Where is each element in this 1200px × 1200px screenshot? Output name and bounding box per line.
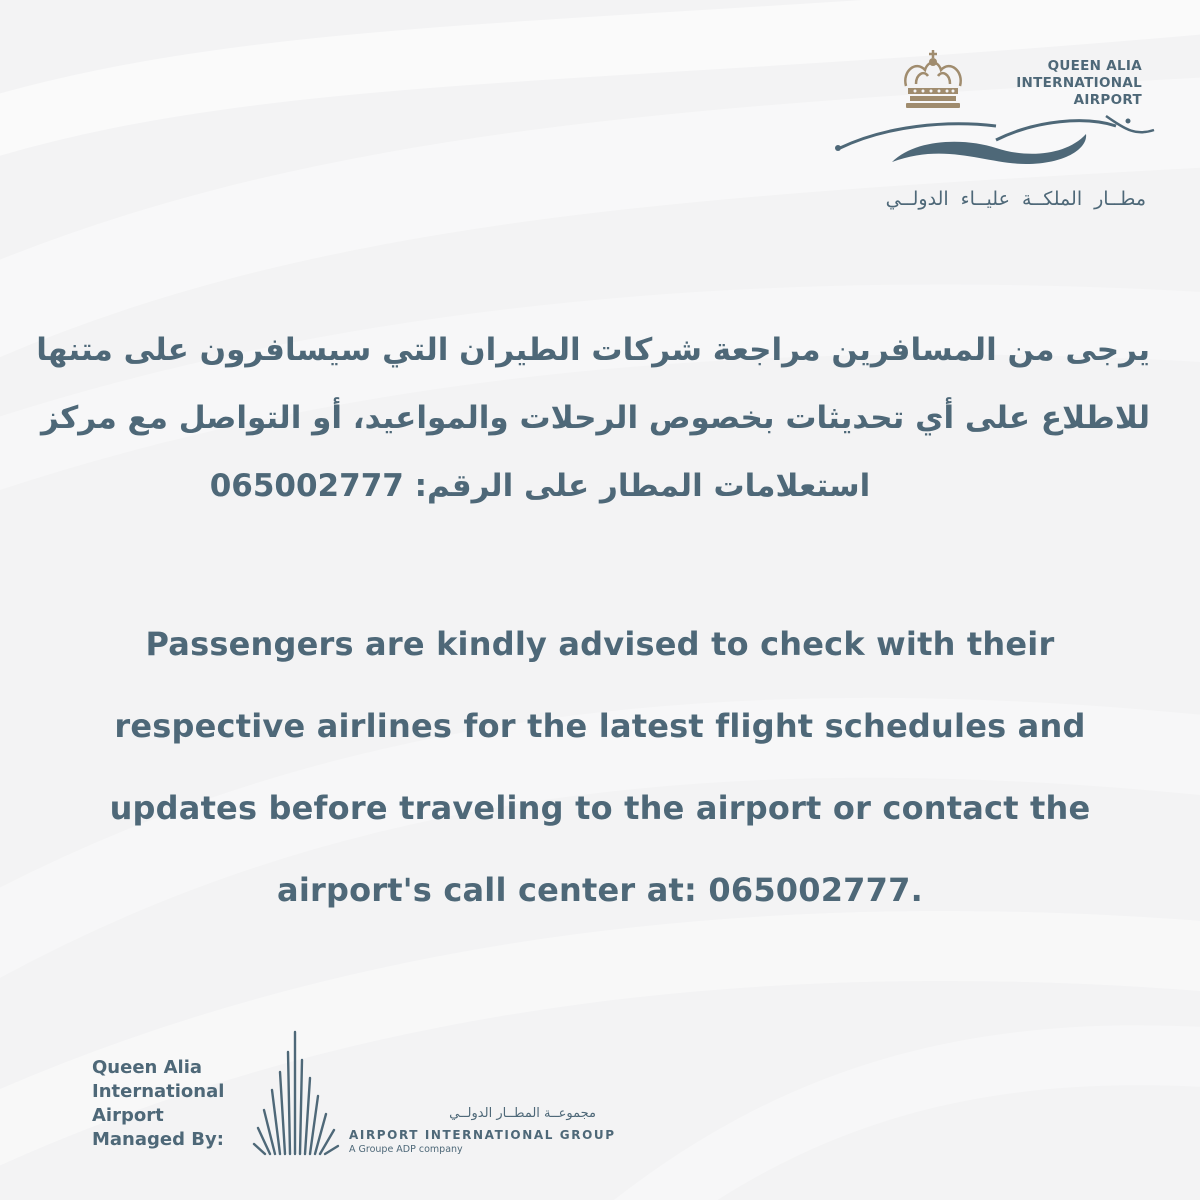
logo-arabic-name: مطــار الملكــة عليــاء الدولــي [885,188,1146,210]
aig-subtitle: A Groupe ADP company [349,1144,463,1155]
english-notice-line: Passengers are kindly advised to check with their [145,625,1055,663]
aig-arabic-name: مجموعــة المطــار الدولــي [449,1106,596,1121]
aig-mark-icon [250,1030,340,1160]
arabic-notice-line: يرجى من المسافرين مراجعة شركات الطيران التي سيسافرون على متنها [36,332,1150,368]
logo-en-line: INTERNATIONAL [1016,75,1142,91]
managed-by-line: International [92,1081,225,1102]
logo-en-line: AIRPORT [1073,92,1142,108]
managed-by-line: Airport [92,1105,164,1126]
logo-en-line: QUEEN ALIA [1047,58,1142,74]
qaia-logo [820,40,1160,225]
managed-by-label [92,1056,252,1152]
arabic-notice-line: استعلامات المطار على الرقم: 065002777 [209,468,871,504]
english-notice [50,606,1150,934]
english-notice-line: airport's call center at: 065002777. [277,871,923,909]
english-notice-line: respective airlines for the latest flight schedules and [114,707,1086,745]
swoosh-icon [826,112,1156,172]
managed-by-line: Queen Alia [92,1057,203,1078]
arabic-notice [36,318,1150,522]
arabic-notice-line: للاطلاع على أي تحديثات بخصوص الرحلات والمواعيد، أو التواصل مع مركز [40,400,1150,436]
english-notice-line: updates before traveling to the airport or contact the [109,789,1091,827]
logo-english-name [986,58,1142,109]
crown-icon [898,46,968,114]
managed-by-line: Managed By: [92,1129,224,1150]
aig-english-name: AIRPORT INTERNATIONAL GROUP [349,1128,616,1142]
